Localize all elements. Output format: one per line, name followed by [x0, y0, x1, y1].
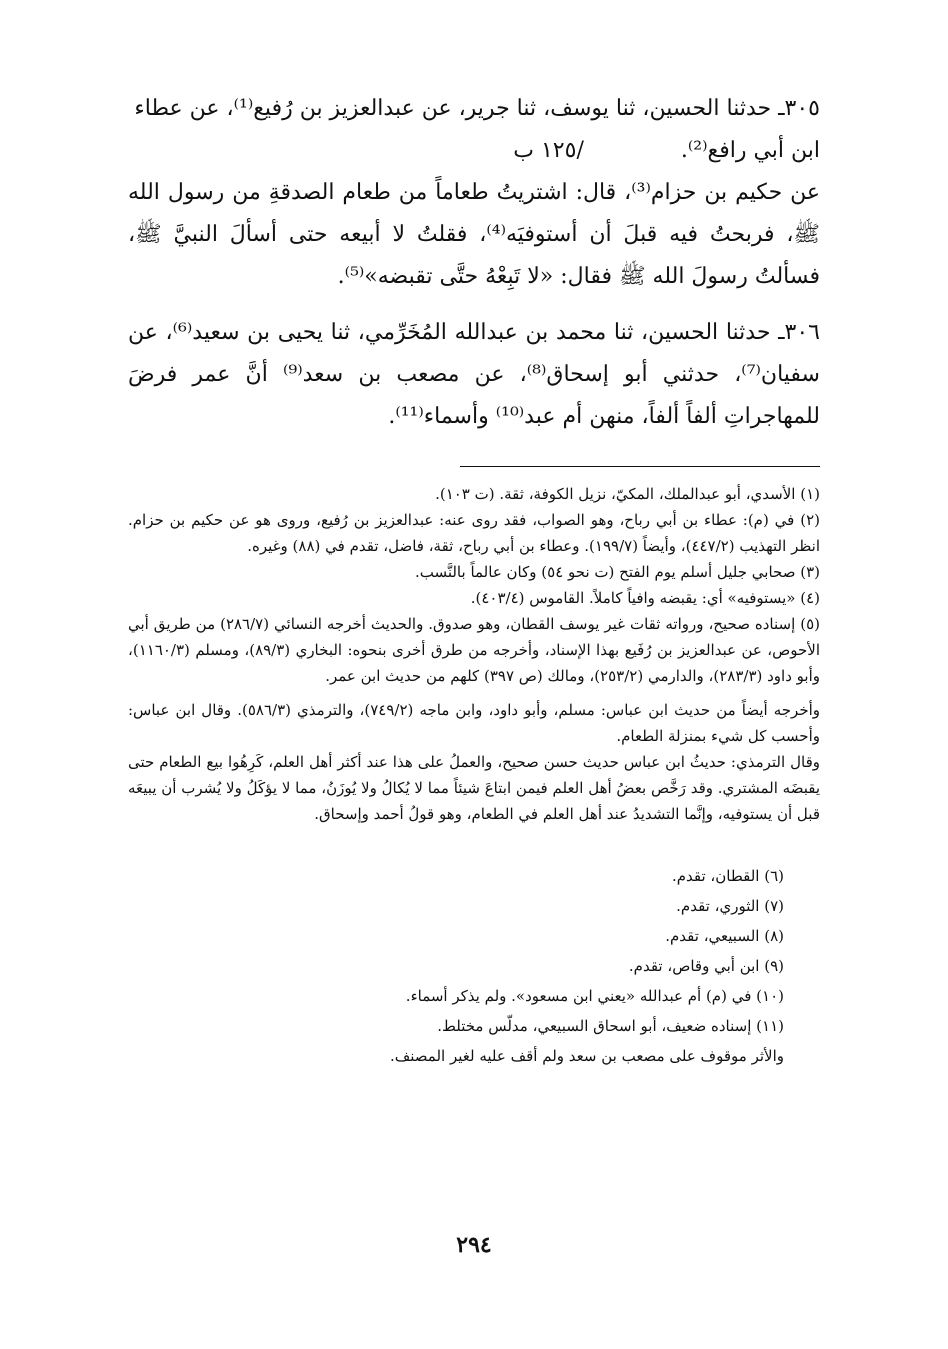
- footnote-5-tirmidhi: وقال الترمذي: حديثُ ابن عباس حديث حسن صحيح، والعملُ على هذا عند أكثر أهل العلم، كَرِهُوا بيع الطعام حتى يقبضَه المشتري. وقد رَخَّص بعضُ أهل العلم فيمن ابتاعَ شيئاً مما لا يُكالُ ولا يُوزَنُ، مما لا يؤكَلُ ولا يُشرب أن يبيعَه قبل أن يستوفيه، وإنَّما التشديدُ عند أهل العلم في الطعام، وهو قولُ أحمد وإسحاق.: [128, 753, 821, 823]
- hadith-306-body: ٣٠٦ـ حدثنا الحسين، ثنا محمد بن عبدالله المُخَرِّمي، ثنا يحيى بن سعيد⁽⁶⁾، عن سفيان⁽⁷⁾، حدثني أبو إسحاق⁽⁸⁾، عن مصعب بن سعد⁽⁹⁾ أنَّ عمر فرضَ للمهاجراتِ ألفاً ألفاً، منهن أم عبد⁽¹⁰⁾ وأسماء⁽¹¹⁾.: [128, 320, 820, 429]
- footnote-6: (٦) القطان، تقدم.: [671, 867, 784, 885]
- hadith-305-body: عن حكيم بن حزام⁽³⁾، قال: اشتريتُ طعاماً من طعام الصدقةِ من رسول الله ﷺ، فربحتُ فيه قبلَ أن أستوفيَه⁽⁴⁾، فقلتُ لا أبيعه حتى أسألَ النبيَّ ﷺ، فسألتُ رسولَ الله ﷺ فقال: «لا تَبِعْهُ حتَّى تقبضه»⁽⁵⁾.: [128, 180, 821, 289]
- footnote-5: (٥) إسناده صحيح، ورواته ثقات غير يوسف القطان، وهو صدوق. والحديث أخرجه النسائي (٢٨٦/٧) من طريق أبي الأحوص، عن عبدالعزيز بن رُفَيع بهذا الإسناد، وأخرجه من طرق أخرى بنحوه: البخاري (٨٩/٣)، ومسلم (١١٦٠/٣)، وأبو داود (٢٨٣/٣)، والدارمي (٢٥٣/٢)، ومالك (ص ٣٩٧) كلهم من حديث ابن عمر.: [128, 615, 820, 685]
- hadith-305-line2: [128, 130, 820, 172]
- footnote-2: (٢) في (م): عطاء بن أبي رباح، وهو الصواب، فقد روى عنه: عبدالعزيز بن رُفيع، وروى هو عن حكيم بن حزام. انظر التهذيب (٤٤٧/٢)، وأيضاً (١٩٩/٧). وعطاء بن أبي رباح، ثقة، فاضل، تقدم في (٨٨) وغيره.: [128, 511, 820, 555]
- folio-marker: /١٢٥ ب: [513, 138, 584, 163]
- page-number: ٢٩٤: [456, 1232, 492, 1258]
- footnote-divider: [460, 466, 820, 467]
- footnote-5-continued: وأخرجه أيضاً من حديث ابن عباس: مسلم، وأبو داود، وابن ماجه (٧٤٩/٢)، والترمذي (٥٨٦/٣). وقال ابن عباس: وأحسب كل شيء بمنزلة الطعام.: [128, 701, 821, 745]
- footnote-9: (٩) ابن أبي وقاص، تقدم.: [628, 957, 784, 975]
- footnote-4: (٤) «يستوفيه» أي: يقبضه وافياً كاملاً. القاموس (٤٠٣/٤).: [470, 589, 820, 607]
- footnote-10: (١٠) في (م) أم عبدالله «يعني ابن مسعود». ولم يذكر أسماء.: [405, 987, 784, 1005]
- footnote-7: (٧) الثوري، تقدم.: [676, 897, 784, 915]
- footnote-11-continued: والأثر موقوف على مصعب بن سعد ولم أقف عليه لغير المصنف.: [389, 1047, 784, 1065]
- footnotes-block-2: [128, 861, 820, 1071]
- main-text: [128, 88, 820, 438]
- footnote-3: (٣) صحابي جليل أسلم يوم الفتح (ت نحو ٥٤) وكان عالماً بالنَّسب.: [414, 563, 820, 581]
- footnote-8: (٨) السبيعي، تقدم.: [665, 927, 784, 945]
- footnote-1: (١) الأسدي، أبو عبدالملك، المكيّ، نزيل الكوفة، ثقة. (ت ١٠٣).: [435, 485, 820, 503]
- hadith-305-line2-text: ابن أبي رافع⁽²⁾.: [680, 138, 820, 163]
- hadith-305-line1: ٣٠٥ـ حدثنا الحسين، ثنا يوسف، ثنا جرير، عن عبدالعزيز بن رُفيع⁽¹⁾، عن عطاء: [134, 96, 820, 121]
- footnotes-block: [128, 481, 820, 827]
- footnote-11: (١١) إسناده ضعيف، أبو اسحاق السبيعي، مدلّس مختلط.: [437, 1017, 784, 1035]
